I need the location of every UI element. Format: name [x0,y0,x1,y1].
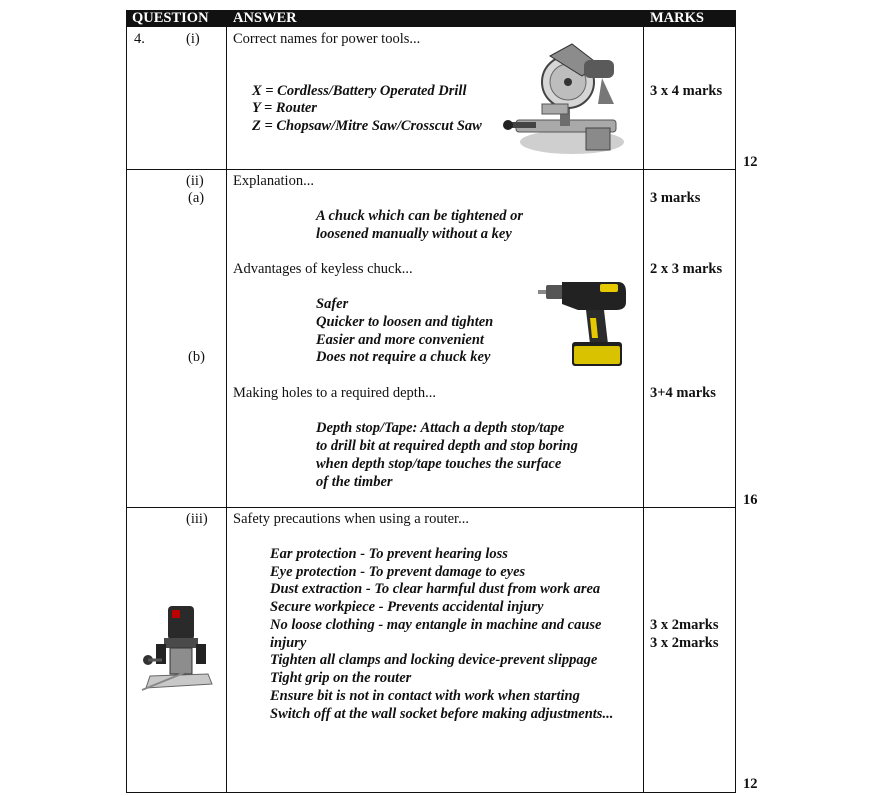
part-iii-answer-7: Tight grip on the router [270,670,412,686]
part-ii-a-label: (a) [188,190,205,206]
part-ii-holes-line-3: when depth stop/tape touches the surface [316,456,562,472]
part-ii-adv-prompt: Advantages of keyless chuck... [233,261,413,277]
part-i-answer-y: Y = Router [252,100,317,116]
part-ii-explain-line-1: A chuck which can be tightened or [316,208,524,224]
part-ii-adv-1: Safer [316,296,349,312]
part-iii-answer-3: Dust extraction - To clear harmful dust from work area [270,581,601,597]
part-ii-holes-marks: 3+4 marks [650,385,716,401]
part-ii-label: (ii) [186,173,204,189]
part-ii-adv-marks: 2 x 3 marks [650,261,723,277]
part-ii-adv-2: Quicker to loosen and tighten [316,314,494,330]
part-i-total: 12 [743,154,758,170]
cordless-drill-image [538,280,628,370]
part-iii-answer-5: No loose clothing - may entangle in machine and cause [270,617,602,633]
part-ii-holes-line-1: Depth stop/Tape: Attach a depth stop/tape [316,420,565,436]
part-iii-answer-5b: injury [270,635,307,651]
part-iii-answer-6: Tighten all clamps and locking device-prevent slippage [270,652,598,668]
part-ii-holes-line-2: to drill bit at required depth and stop boring [316,438,578,454]
part-ii-holes-line-4: of the timber [316,474,393,490]
header-question: QUESTION [126,10,232,27]
part-ii-explain-prompt: Explanation... [233,173,314,189]
part-ii-adv-4: Does not require a chuck key [316,349,491,365]
header-marks: MARKS [644,10,736,27]
part-iii-answer-4: Secure workpiece - Prevents accidental injury [270,599,544,615]
part-ii-holes-prompt: Making holes to a required depth... [233,385,436,401]
mitre-saw-image [502,42,626,160]
part-i-prompt: Correct names for power tools... [233,31,421,47]
part-i-label: (i) [186,31,200,47]
part-iii-label: (iii) [186,511,208,527]
part-ii-total: 16 [743,492,758,508]
part-i-marks: 3 x 4 marks [650,83,723,99]
part-iii-prompt: Safety precautions when using a router... [233,511,469,527]
part-iii-marks-1: 3 x 2marks [650,617,719,633]
part-iii-marks-2: 3 x 2marks [650,635,719,651]
part-iii-total: 12 [743,776,758,792]
part-ii-b-label: (b) [188,349,205,365]
part-iii-answer-9: Switch off at the wall socket before making adjustments... [270,706,614,722]
router-image [138,604,216,696]
header-answer: ANSWER [227,10,649,27]
part-iii-answer-1: Ear protection - To prevent hearing loss [270,546,508,562]
part-iii-answer-2: Eye protection - To prevent damage to eyes [270,564,526,580]
part-i-answer-x: X = Cordless/Battery Operated Drill [252,83,467,99]
part-i-answer-z: Z = Chopsaw/Mitre Saw/Crosscut Saw [252,118,482,134]
part-ii-adv-3: Easier and more convenient [316,332,484,348]
part-iii-answer-8: Ensure bit is not in contact with work when starting [270,688,580,704]
part-ii-explain-marks: 3 marks [650,190,701,206]
part-ii-explain-line-2: loosened manually without a key [316,226,512,242]
question-number: 4. [134,31,145,47]
